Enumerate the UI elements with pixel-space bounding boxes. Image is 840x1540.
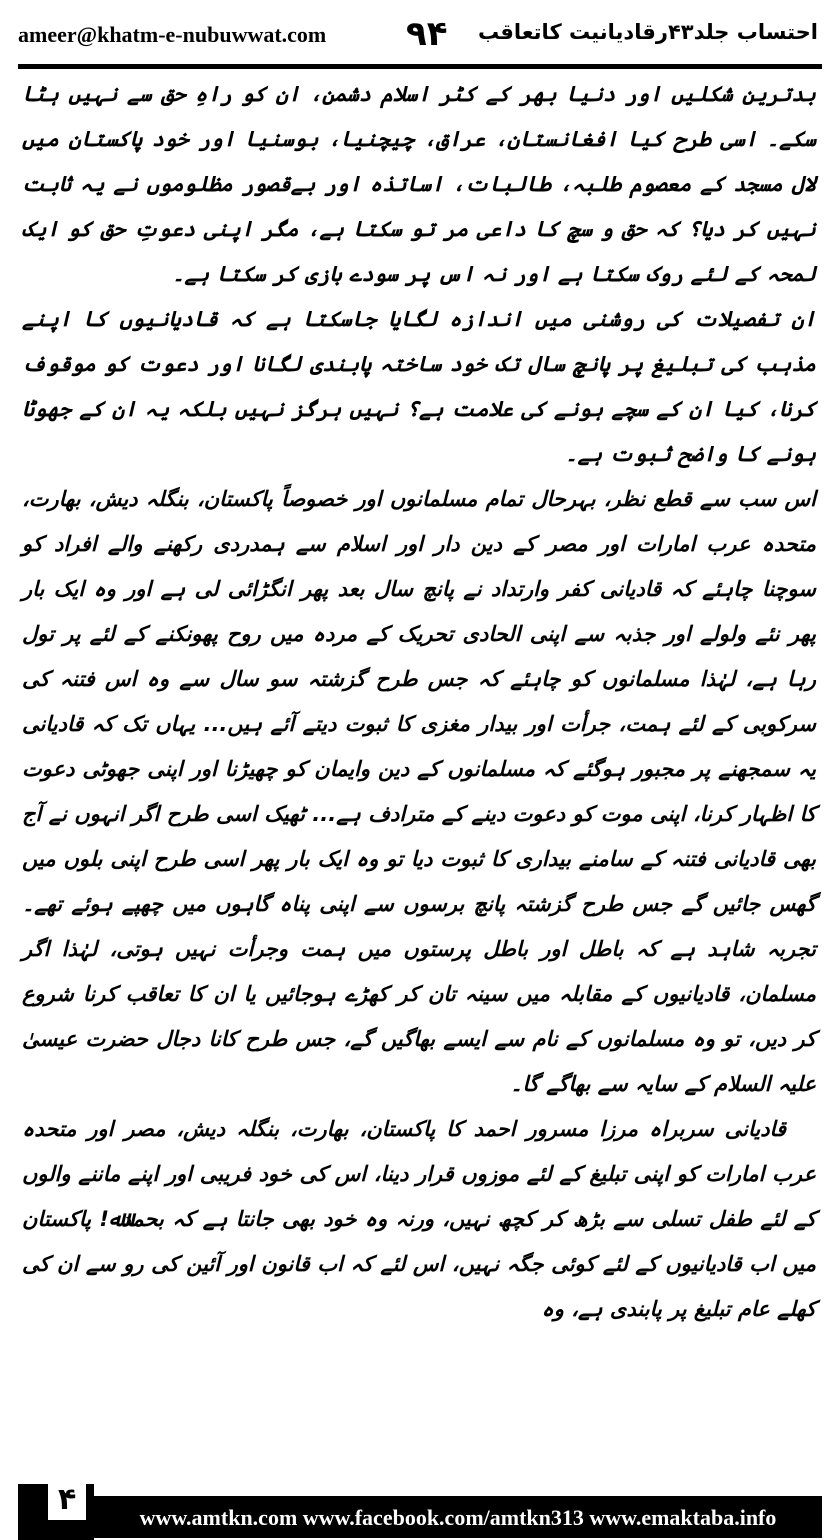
header-email: ameer@khatm-e-nubuwwat.com [18, 22, 327, 47]
paragraph-4: قادیانی سربراہ مرزا مسرور احمد کا پاکستان، بھارت، بنگلہ دیش، مصر اور متحدہ عرب امارات کو اپنی تبلیغ کے لئے موزوں قرار دینا، اس کی خود فریبی اور اپنے ماننے والوں کے لئے طفل تسلی سے بڑھ کر کچھ نہیں، ورنہ وہ خود بھی جانتا ہے کہ بحمدﷲ! پاکستان میں اب قادیانیوں کے لئے کوئی جگہ نہیں، اس لئے کہ اب قانون اور آئین کی رو سے ان کی کھلے عام تبلیغ پر پابندی ہے، وہ [22, 1117, 816, 1321]
header-book-title: احتساب جلد۴۳رقادیانیت کاتعاقب [477, 20, 818, 44]
header-page-number: ۹۴ [406, 14, 448, 54]
paragraph-2: ان تفصیلات کی روشنی میں اندازہ لگایا جاسکتا ہے کہ قادیانیوں کا اپنے مذہب کی تبلیغ پر پانچ سال تک خود ساختہ پابندی لگانا اور دعوت کو موقوف کرنا، کیا ان کے سچے ہونے کی علامت ہے؟ نہیں ہرگز نہیں بلکہ یہ ان کے جھوٹا ہونے کا واضح ثبوت ہے۔ [22, 307, 816, 466]
paragraph-1: بدترین شکلیں اور دنیا بھر کے کٹر اسلام دشمن، ان کو راہِ حق سے نہیں ہٹا سکے۔ اسی طرح کیا افغانستان، عراق، چیچنیا، بوسنیا اور خود پاکستان میں لال مسجد کے معصوم طلبہ، طالبات، اساتذہ اور بےقصور مظلوموں نے یہ ثابت نہیں کر دیا؟ کہ حق و سچ کا داعی مر تو سکتا ہے، مگر اپنی دعوتِ حق کو ایک لمحہ کے لئے روک سکتا ہے اور نہ اس پر سودے بازی کر سکتا ہے۔ [22, 82, 816, 286]
page-body [22, 72, 816, 1452]
footer-links: www.amtkn.com www.facebook.com/amtkn313 www.emaktaba.info [139, 1505, 777, 1530]
footer-page-marker: ۴ [48, 1480, 86, 1520]
header-divider [18, 64, 822, 69]
paragraph-3: اس سب سے قطع نظر، بہرحال تمام مسلمانوں اور خصوصاً پاکستان، بنگلہ دیش، بھارت، متحدہ عرب امارات اور مصر کے دین دار اور اسلام سے ہمدردی رکھنے والے افراد کو سوچنا چاہئے کہ قادیانی کفر وارتداد نے پانچ سال بعد پھر انگڑائی لی ہے اور وہ ایک بار پھر نئے ولولے اور جذبہ سے اپنی الحادی تحریک کے مردہ میں روح پھونکنے کے لئے پر تول رہا ہے، لہٰذا مسلمانوں کو چاہئے کہ جس طرح گزشتہ سو سال سے وہ اس فتنہ کی سرکوبی کے لئے ہمت، جرأت اور بیدار مغزی کا ثبوت دیتے آئے ہیں... یہاں تک کہ قادیانی یہ سمجھنے پر مجبور ہوگئے کہ مسلمانوں کے دین وایمان کو چھیڑنا اور اپنی جھوٹی دعوت کا اظہار کرنا، اپنی موت کو دعوت دینے کے مترادف ہے... ٹھیک اسی طرح اگر انہوں نے آج بھی قادیانی فتنہ کے سامنے بیداری کا ثبوت دیا تو وہ ایک بار پھر اسی طرح اپنی بلوں میں گھس جائیں گے جس طرح گزشتہ پانچ برسوں سے اپنی پناہ گاہوں میں چھپے ہوئے تھے۔ تجربہ شاہد ہے کہ باطل اور باطل پرستوں میں ہمت وجرأت نہیں ہوتی، لہٰذا اگر مسلمان، قادیانیوں کے مقابلہ میں سینہ تان کر کھڑے ہوجائیں یا ان کا تعاقب کرنا شروع کر دیں، تو وہ مسلمانوں کے نام سے ایسے بھاگیں گے، جس طرح کانا دجال حضرت عیسیٰ علیہ السلام کے سایہ سے بھاگے گا۔ [22, 487, 816, 1096]
page-header [18, 14, 822, 62]
